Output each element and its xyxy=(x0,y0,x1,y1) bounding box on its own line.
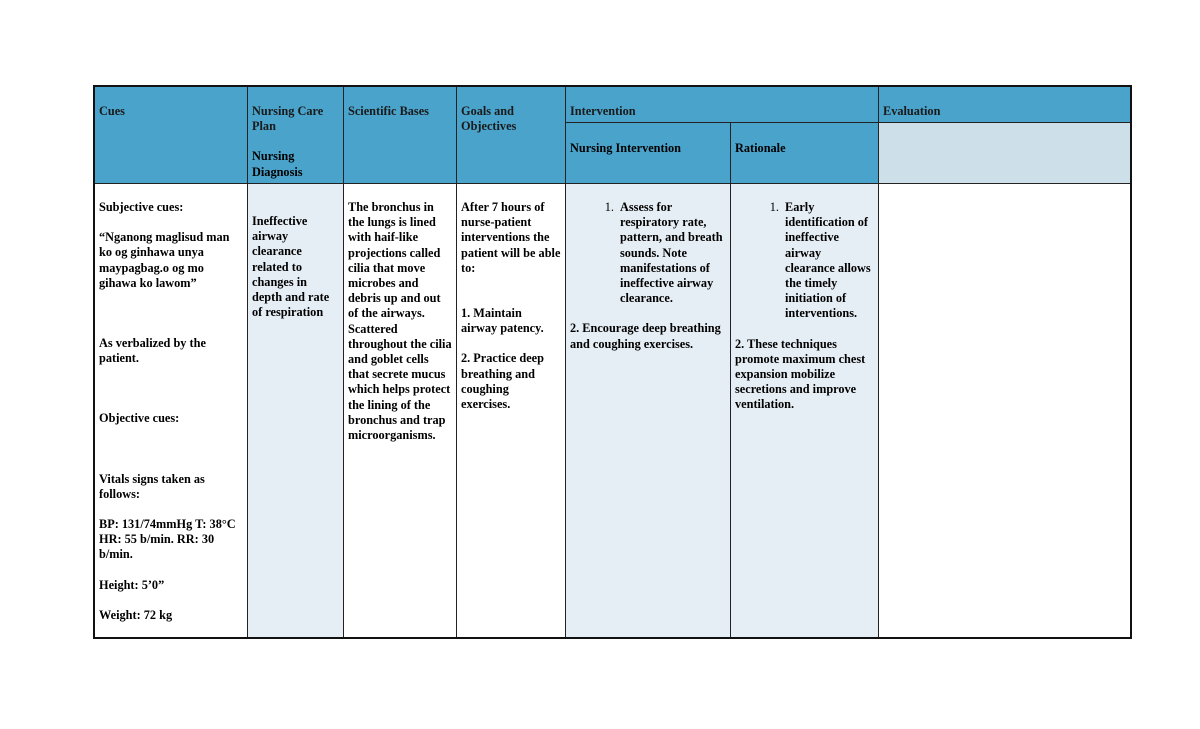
intervention-cell xyxy=(566,184,731,637)
cues-cell xyxy=(95,184,248,637)
header-rationale-label: Rationale xyxy=(735,141,786,155)
header-goals-label: Goals and Objectives xyxy=(461,104,517,134)
header-intervention-label: Intervention xyxy=(570,104,636,118)
intervention-item-1-number: 1. xyxy=(604,200,614,214)
intervention-item-2: 2. Encourage deep breathing and coughing exercises. xyxy=(570,321,721,351)
weight-value: Weight: 72 kg xyxy=(99,607,173,622)
goals-intro: After 7 hours of nurse-patient interventions the patient will be able to: xyxy=(461,200,561,275)
header-nursing-intervention xyxy=(566,123,731,184)
height-value: Height: 5’0” xyxy=(99,577,165,592)
header-nursing-care-plan xyxy=(248,87,344,184)
header-scientific-bases xyxy=(344,87,457,184)
goal-item-1: 1. Maintain airway patency. xyxy=(461,306,544,336)
header-cues xyxy=(95,87,248,184)
intervention-item-1 xyxy=(570,200,726,306)
goal-item-2: 2. Practice deep breathing and coughing exercises. xyxy=(461,351,544,412)
header-scientific-label: Scientific Bases xyxy=(348,104,429,118)
diagnosis-text: Ineffective airway clearance related to changes in depth and rate of respiration xyxy=(252,214,330,320)
rationale-cell xyxy=(731,184,879,637)
header-evaluation-label: Evaluation xyxy=(883,104,941,118)
vitals-label: Vitals signs taken as follows: xyxy=(99,471,205,501)
evaluation-cell xyxy=(879,184,1130,637)
header-diagnosis-label: Nursing Diagnosis xyxy=(252,149,303,179)
header-plan-label: Nursing Care Plan xyxy=(252,104,324,134)
verbalized-note: As verbalized by the patient. xyxy=(99,336,206,366)
goals-cell xyxy=(457,184,566,637)
rationale-item-2: 2. These techniques promote maximum chest expansion mobilize secretions and improve ventilation. xyxy=(735,336,866,412)
header-nursing-intervention-label: Nursing Intervention xyxy=(570,141,682,155)
objective-cues-label: Objective cues: xyxy=(99,411,180,426)
header-rationale xyxy=(731,123,879,184)
header-intervention xyxy=(566,87,879,123)
subjective-cues-label: Subjective cues: xyxy=(99,200,184,214)
header-evaluation xyxy=(879,87,1130,123)
header-goals xyxy=(457,87,566,184)
rationale-item-1 xyxy=(735,200,874,322)
nursing-care-plan-table xyxy=(93,85,1132,639)
header-evaluation-sub xyxy=(879,123,1130,184)
scientific-text: The bronchus in the lungs is lined with haif-like projections called cilia that move microbes and debris up and out of the airways. Scattered throughout the cilia and goblet cells that secrete mucus which helps protect the lining of the bronchus and trap microorganisms. xyxy=(348,200,452,443)
scientific-cell xyxy=(344,184,457,637)
patient-quote: “Nganong maglisud man ko og ginhawa unya maypagbag.o og mo gihawa ko lawom” xyxy=(99,230,230,290)
vital-signs: BP: 131/74mmHg T: 38°C HR: 55 b/min. RR: 30 b/min. xyxy=(99,517,236,562)
rationale-item-1-text: Early identification of ineffective airway clearance allows the timely initiation of interventions. xyxy=(785,200,871,321)
header-cues-label: Cues xyxy=(99,104,125,118)
intervention-item-1-text: Assess for respiratory rate, pattern, and breath sounds. Note manifestations of ineffective airway clearance. xyxy=(620,200,723,306)
diagnosis-cell xyxy=(248,184,344,637)
rationale-item-1-number: 1. xyxy=(769,200,779,214)
